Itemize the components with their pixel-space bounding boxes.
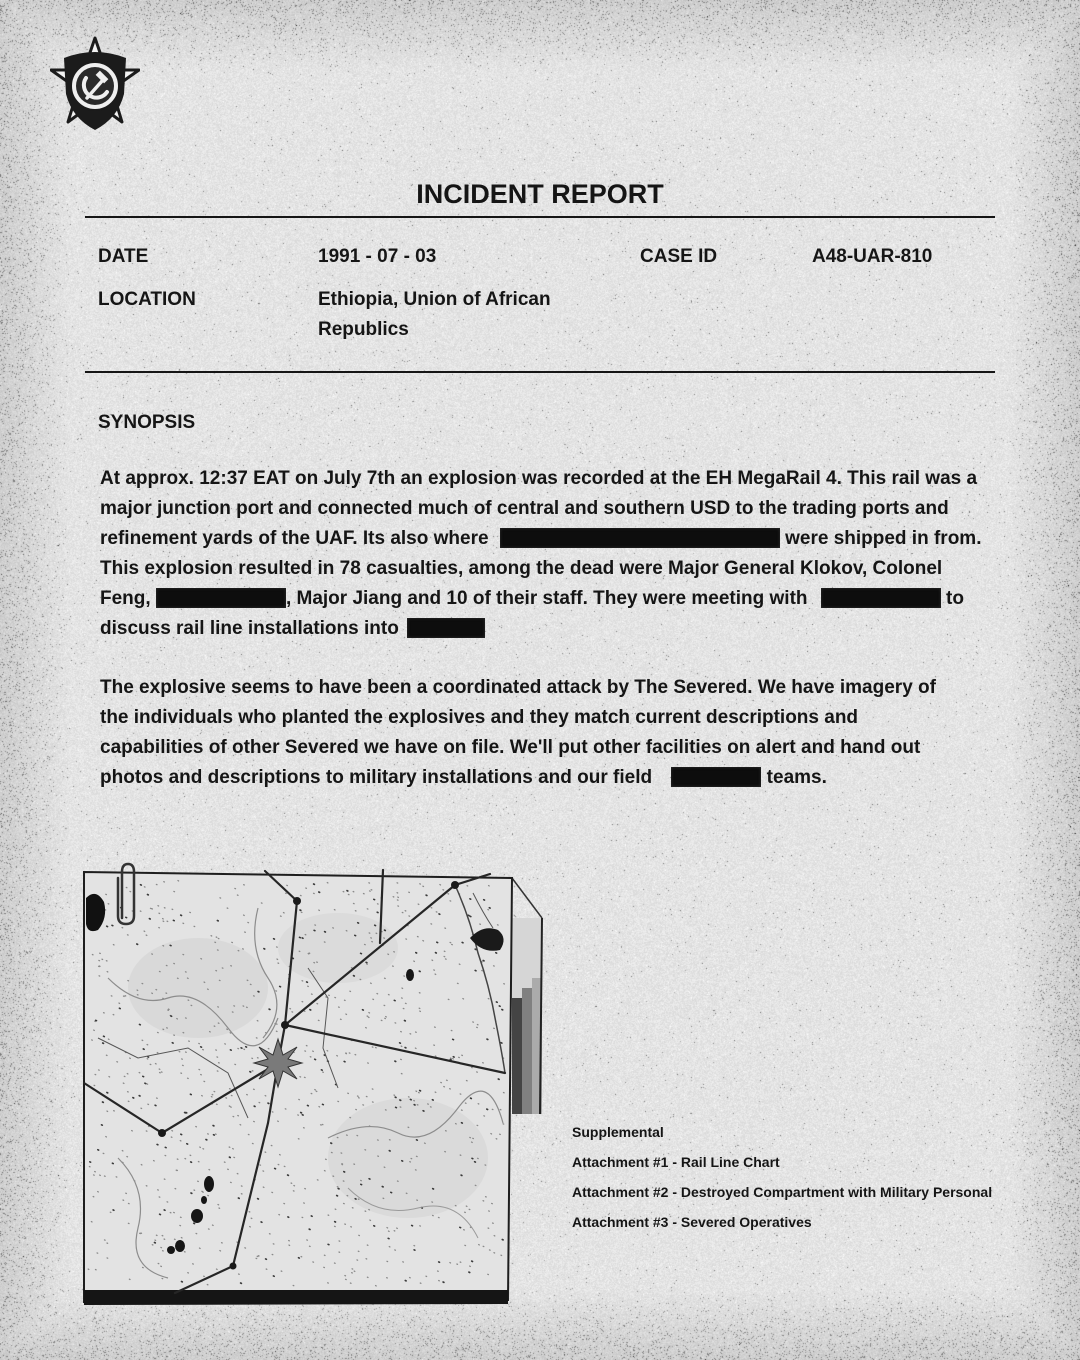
synopsis-line xyxy=(100,763,827,793)
synopsis-line: major junction port and connected much of central and southern USD to the trading ports and xyxy=(100,498,949,519)
date-label: DATE xyxy=(98,246,149,267)
hammer-sickle-emblem-icon xyxy=(50,34,140,134)
redaction-bar xyxy=(500,528,780,548)
photo-edge-shadow xyxy=(512,998,522,1114)
synopsis-text: , Major Jiang and 10 of their staff. They were meeting with xyxy=(285,588,813,609)
synopsis-line: the individuals who planted the explosives and they match current descriptions and xyxy=(100,707,859,728)
attachment-item: Attachment #1 - Rail Line Chart xyxy=(572,1154,780,1170)
synopsis-line xyxy=(100,614,485,644)
attachment-item: Attachment #3 - Severed Operatives xyxy=(572,1214,812,1230)
supplemental-heading: Supplemental xyxy=(572,1124,664,1140)
case-id-value: A48-UAR-810 xyxy=(812,246,933,267)
case-id-label: CASE ID xyxy=(640,246,718,267)
synopsis-text: photos and descriptions to military installations and our field xyxy=(100,767,658,788)
synopsis-line: This explosion resulted in 78 casualties, among the dead were Major General Klokov, Colonel xyxy=(100,558,943,579)
synopsis-text: to xyxy=(940,588,964,609)
synopsis-text: Feng, xyxy=(100,588,156,609)
attachment-item: Attachment #2 - Destroyed Compartment with Military Personal xyxy=(572,1184,993,1200)
rail-node xyxy=(451,881,459,889)
map-dark-blot xyxy=(204,1176,214,1192)
fields-divider xyxy=(85,371,995,373)
redaction-bar xyxy=(671,767,761,787)
map-dark-blot xyxy=(175,1240,185,1252)
synopsis-text: were shipped in from. xyxy=(779,528,982,549)
redaction-bar xyxy=(821,588,941,608)
synopsis-text: discuss rail line installations into xyxy=(100,618,405,639)
map-dark-blot xyxy=(201,1196,207,1204)
synopsis-heading: SYNOPSIS xyxy=(98,412,196,433)
photo-edge-line xyxy=(512,878,542,918)
map-dark-blot xyxy=(406,969,414,981)
photo-bottom-shadow xyxy=(84,1290,508,1305)
redaction-bar xyxy=(407,618,485,638)
rail-node xyxy=(293,897,301,905)
rail-node xyxy=(158,1129,166,1137)
photo-edge-shadow xyxy=(522,988,532,1114)
redaction-bar xyxy=(156,588,286,608)
synopsis-line: The explosive seems to have been a coordinated attack by The Severed. We have imagery of xyxy=(100,677,936,698)
header-divider xyxy=(85,216,995,218)
date-value: 1991 - 07 - 03 xyxy=(318,246,437,267)
map-terrain xyxy=(328,1098,488,1218)
rail-line-chart-photo xyxy=(78,858,553,1314)
rail-node xyxy=(281,1021,289,1029)
synopsis-text: teams. xyxy=(761,767,827,788)
location-value: Ethiopia, Union of African Republics xyxy=(318,289,551,340)
synopsis-line: At approx. 12:37 EAT on July 7th an explosion was recorded at the EH MegaRail 4. This rail was a xyxy=(100,468,978,489)
synopsis-line: capabilities of other Severed we have on file. We'll put other facilities on alert and hand out xyxy=(100,737,921,758)
map-dark-blot xyxy=(191,1209,203,1223)
synopsis-line xyxy=(100,584,964,614)
map-terrain xyxy=(128,938,268,1038)
synopsis-line xyxy=(100,524,981,554)
synopsis-text: refinement yards of the UAF. Its also where xyxy=(100,528,494,549)
map-dark-blot xyxy=(167,1246,175,1254)
rail-node xyxy=(230,1263,237,1270)
page-title: INCIDENT REPORT xyxy=(416,179,664,209)
location-label: LOCATION xyxy=(98,289,196,310)
